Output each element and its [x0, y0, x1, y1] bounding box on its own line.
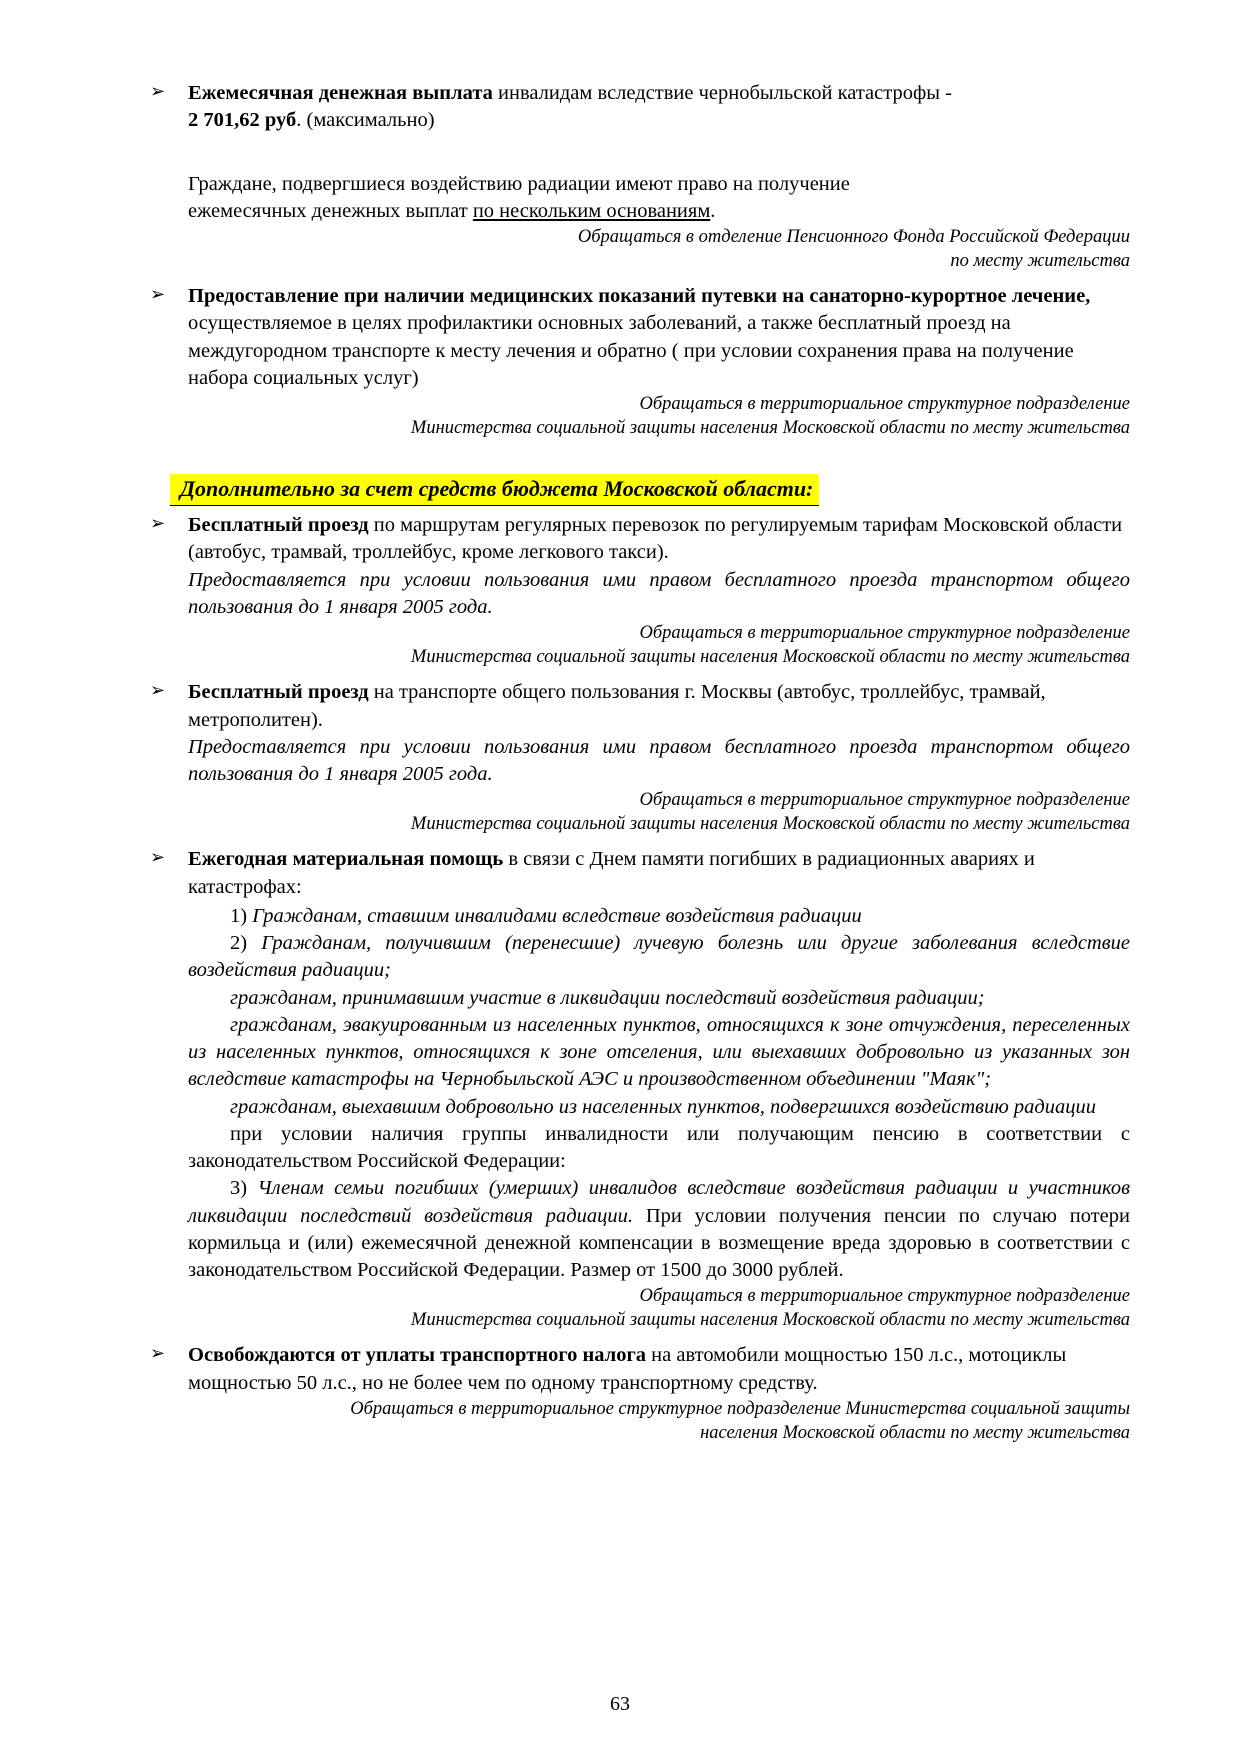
annual-aid-item-1-number: 1)	[230, 904, 248, 927]
monthly-payment-text: инвалидам вследствие чернобыльской катастрофы -	[492, 82, 952, 104]
annual-aid-sub-1: гражданам, принимавшим участие в ликвидации последствий воздействия радиации;	[230, 986, 985, 1009]
transport-tax-text: на автомобили мощностью 150 л.с., мотоциклы мощностью 50 л.с., но не более чем по одному транспортному средству.	[188, 1344, 1067, 1394]
annual-aid-item-2	[188, 930, 1130, 985]
list-item-monthly-payment	[140, 80, 1130, 135]
free-travel-mo-paragraph	[188, 512, 1130, 567]
annual-aid-item-1	[188, 903, 1130, 930]
annual-aid-item-2-number: 2)	[230, 932, 248, 955]
list-item-sanatorium	[140, 283, 1130, 440]
free-travel-mo-text: по маршрутам регулярных перевозок по регулируемым тарифам Московской области (автобус, трамвай, троллейбус, кроме легкового такси).	[188, 514, 1123, 564]
annual-aid-item-2-text: Гражданам, получившим (перенесшие) лучевую болезнь или другие заболевания вследствие воздействия радиации;	[188, 932, 1130, 982]
bullet-arrow-icon: ➢	[150, 81, 166, 102]
monthly-payment-lead: Ежемесячная денежная выплата	[188, 82, 493, 104]
radiation-right-underlined: по нескольким основаниям	[472, 199, 711, 222]
list-item-annual-aid	[140, 846, 1130, 1332]
radiation-right-block	[140, 171, 1130, 274]
bullet-arrow-icon: ➢	[150, 847, 166, 869]
free-travel-mo-note: Предоставляется при условии пользования ими правом бесплатного проезда транспортом общего пользования до 1 января 2005 года.	[188, 568, 1130, 618]
page-number: 63	[610, 1693, 630, 1715]
free-travel-moscow-paragraph	[188, 679, 1130, 734]
signature-line: Министерства социальной защиты населения Московской области по месту жительства	[410, 418, 1130, 439]
transport-tax-lead: Освобождаются от уплаты транспортного налога	[188, 1344, 647, 1367]
annual-aid-condition: при условии наличия группы инвалидности или получающим пенсию в соответствии с законодательством Российской Федерации:	[188, 1122, 1130, 1173]
annual-aid-item-1-text: Гражданам, ставшим инвалидами вследствие воздействия радиации	[247, 904, 862, 927]
monthly-payment-amount: 2 701,62 руб	[188, 109, 297, 132]
free-travel-moscow-text: на транспорте общего пользования г. Москвы (автобус, троллейбус, трамвай, метрополитен).	[188, 681, 1046, 731]
radiation-right-line2a: ежемесячных денежных выплат	[188, 199, 473, 222]
signature-line: Обращаться в территориальное структурное подразделение	[639, 1286, 1130, 1307]
annual-aid-item-3-number: 3)	[230, 1177, 248, 1200]
bullet-arrow-icon: ➢	[150, 680, 166, 702]
signature-line: по месту жительства	[950, 251, 1130, 272]
annual-aid-item-3-italic: Членам семьи погибших (умерших) инвалидов вследствие воздействия радиации и участников ликвидации последствий воздействия радиации.	[188, 1177, 1130, 1227]
sanatorium-paragraph	[188, 283, 1130, 392]
list-item-free-travel-moscow	[140, 679, 1130, 836]
radiation-right-paragraph	[188, 171, 1130, 226]
bullet-arrow-icon: ➢	[150, 513, 166, 535]
annual-aid-sub-3: гражданам, выехавшим добровольно из населенных пунктов, подвергшихся воздействию радиации	[230, 1095, 1097, 1118]
signature-line: Министерства социальной защиты населения Московской области по месту жительства	[410, 647, 1130, 668]
signature-line: Обращаться в отделение Пенсионного Фонда Российской Федерации	[577, 227, 1130, 247]
annual-aid-paragraph	[188, 846, 1130, 901]
transport-tax-signature	[188, 1397, 1130, 1445]
signature-line: Обращаться в территориальное структурное подразделение	[639, 790, 1130, 811]
radiation-right-signature	[188, 225, 1130, 273]
free-travel-moscow-signature	[188, 788, 1130, 836]
bullet-arrow-icon: ➢	[150, 284, 166, 306]
annual-aid-signature	[188, 1284, 1130, 1332]
signature-line: Министерства социальной защиты населения Московской области по месту жительства	[410, 1310, 1130, 1331]
annual-aid-sub-2: гражданам, эвакуированным из населенных пунктов, относящихся к зоне отчуждения, переселенных из населенных пунктов, относящихся к зоне отселения, или выехавших добровольно из указанных зон вследствие катастрофы на Чернобыльской АЭС и производственном объединении "Маяк";	[188, 1013, 1130, 1091]
monthly-payment-paragraph	[188, 80, 1130, 135]
annual-aid-item-3-plain: При условии получения пенсии по случаю потери кормильца и (или) ежемесячной денежной компенсации в возмещение вреда здоровью в соответствии с законодательством Российской Федерации. Размер от 1500 до 3000 рублей.	[188, 1204, 1130, 1282]
list-item-transport-tax	[140, 1342, 1130, 1445]
signature-line: Обращаться в территориальное структурное подразделение	[639, 394, 1130, 415]
sanatorium-signature	[188, 392, 1130, 440]
signature-line: Обращаться в территориальное структурное подразделение Министерства социальной защиты	[350, 1398, 1130, 1419]
monthly-payment-amount-note: . (максимально)	[296, 109, 435, 132]
free-travel-moscow-note: Предоставляется при условии пользования ими правом бесплатного проезда транспортом общего пользования до 1 января 2005 года.	[188, 735, 1130, 786]
annual-aid-item-3	[188, 1175, 1130, 1284]
free-travel-moscow-lead: Бесплатный проезд	[188, 681, 369, 704]
free-travel-mo-lead: Бесплатный проезд	[188, 514, 369, 537]
annual-aid-text: в связи с Днем памяти погибших в радиационных авариях и катастрофах:	[188, 848, 1035, 898]
radiation-right-line1: Граждане, подвергшиеся воздействию радиации имеют право на получение	[188, 172, 850, 195]
sanatorium-lead: Предоставление при наличии медицинских показаний путевки на санаторно-курортное лечение,	[188, 285, 1091, 308]
radiation-right-line2b: .	[710, 199, 716, 222]
signature-line: Обращаться в территориальное структурное подразделение	[639, 623, 1130, 644]
free-travel-mo-signature	[188, 621, 1130, 669]
regional-budget-heading-wrap	[170, 474, 1130, 506]
transport-tax-paragraph	[188, 1342, 1130, 1397]
signature-line: Министерства социальной защиты населения Московской области по месту жительства	[410, 814, 1130, 835]
annual-aid-lead: Ежегодная материальная помощь	[188, 848, 504, 871]
regional-budget-heading: Дополнительно за счет средств бюджета Московской области:	[170, 474, 819, 506]
list-item-free-travel-mo	[140, 512, 1130, 669]
sanatorium-text: осуществляемое в целях профилактики основных заболеваний, а также бесплатный проезд на междугородном транспорте к месту лечения и обратно ( при условии сохранения права на получение набора социальных услуг)	[188, 312, 1074, 389]
bullet-arrow-icon: ➢	[150, 1343, 166, 1365]
signature-line: населения Московской области по месту жительства	[700, 1423, 1130, 1444]
